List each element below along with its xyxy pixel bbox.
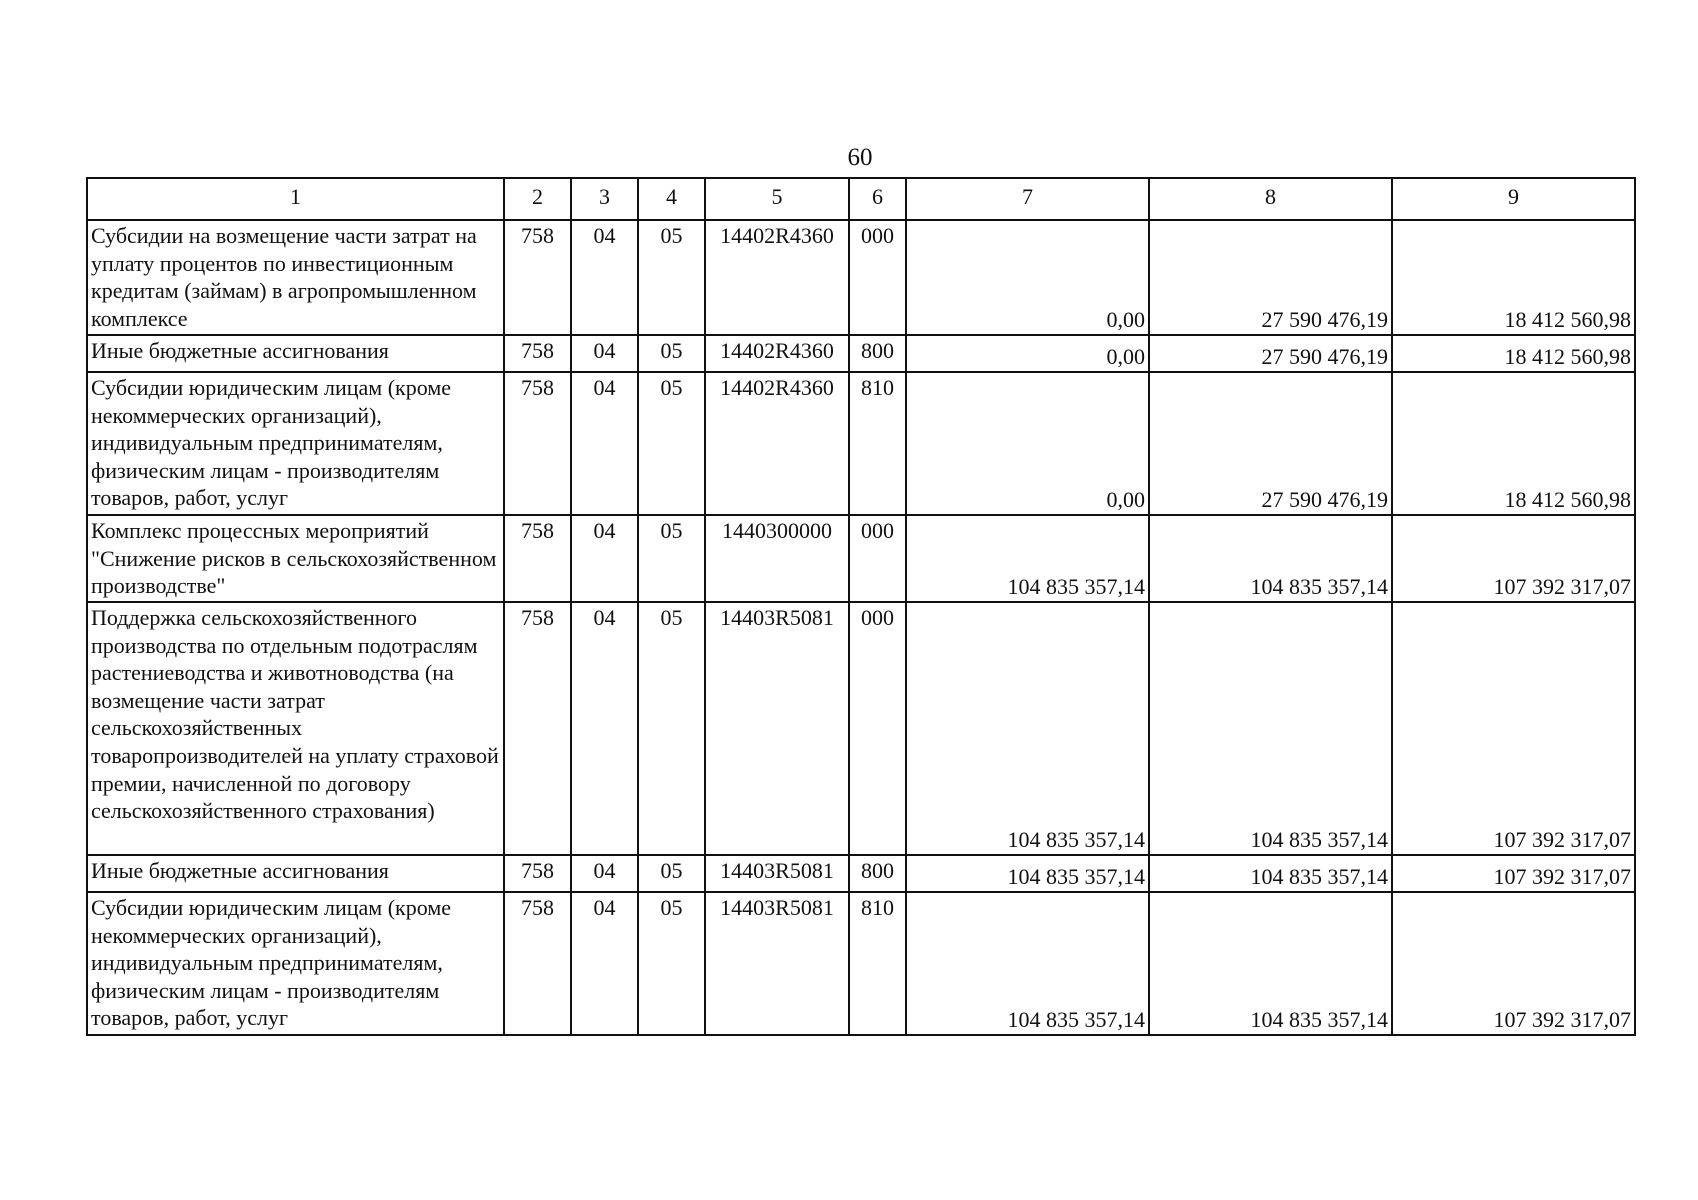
- column-header: 3: [571, 178, 638, 220]
- column-header: 4: [638, 178, 705, 220]
- table-row: [87, 515, 1635, 602]
- subsection-code: 05: [638, 372, 705, 515]
- target-item-code: 14402R4360: [705, 372, 849, 515]
- row-name: Субсидии на возмещение части затрат на уплату процентов по инвестиционным кредитам (займам) в агропромышленном комплексе: [87, 220, 504, 335]
- amount-col-7: 0,00: [906, 335, 1149, 372]
- section-code: 04: [571, 855, 638, 892]
- target-item-code: 14403R5081: [705, 855, 849, 892]
- row-name: Комплекс процессных мероприятий "Снижение рисков в сельскохозяйственном производстве": [87, 515, 504, 602]
- expense-type-code: 810: [849, 372, 906, 515]
- subsection-code: 05: [638, 855, 705, 892]
- amount-col-9: 107 392 317,07: [1392, 602, 1635, 855]
- budget-table: [86, 177, 1636, 1036]
- amount-col-8: 104 835 357,14: [1149, 602, 1392, 855]
- target-item-code: 1440300000: [705, 515, 849, 602]
- ministry-code: 758: [504, 855, 571, 892]
- ministry-code: 758: [504, 892, 571, 1035]
- amount-col-7: 104 835 357,14: [906, 855, 1149, 892]
- amount-col-7: 104 835 357,14: [906, 892, 1149, 1035]
- amount-col-8: 104 835 357,14: [1149, 855, 1392, 892]
- expense-type-code: 800: [849, 855, 906, 892]
- row-name: Субсидии юридическим лицам (кроме некоммерческих организаций), индивидуальным предпринимателям, физическим лицам - производителям товаров, работ, услуг: [87, 892, 504, 1035]
- amount-col-8: 27 590 476,19: [1149, 335, 1392, 372]
- expense-type-code: 800: [849, 335, 906, 372]
- row-name: Иные бюджетные ассигнования: [87, 855, 504, 892]
- amount-col-8: 27 590 476,19: [1149, 372, 1392, 515]
- amount-col-7: 0,00: [906, 372, 1149, 515]
- section-code: 04: [571, 892, 638, 1035]
- amount-col-7: 104 835 357,14: [906, 602, 1149, 855]
- amount-col-7: 104 835 357,14: [906, 515, 1149, 602]
- table-row: [87, 220, 1635, 335]
- column-header: 6: [849, 178, 906, 220]
- section-code: 04: [571, 602, 638, 855]
- ministry-code: 758: [504, 372, 571, 515]
- expense-type-code: 000: [849, 602, 906, 855]
- section-code: 04: [571, 372, 638, 515]
- row-name: Субсидии юридическим лицам (кроме некоммерческих организаций), индивидуальным предпринимателям, физическим лицам - производителям товаров, работ, услуг: [87, 372, 504, 515]
- column-header: 1: [87, 178, 504, 220]
- column-header: 7: [906, 178, 1149, 220]
- table-row: [87, 335, 1635, 372]
- target-item-code: 14403R5081: [705, 892, 849, 1035]
- table-row: [87, 892, 1635, 1035]
- amount-col-9: 107 392 317,07: [1392, 892, 1635, 1035]
- target-item-code: 14402R4360: [705, 220, 849, 335]
- header-row: [87, 178, 1635, 220]
- expense-type-code: 000: [849, 515, 906, 602]
- expense-type-code: 810: [849, 892, 906, 1035]
- amount-col-9: 18 412 560,98: [1392, 372, 1635, 515]
- amount-col-9: 18 412 560,98: [1392, 335, 1635, 372]
- column-header: 2: [504, 178, 571, 220]
- table-row: [87, 372, 1635, 515]
- ministry-code: 758: [504, 335, 571, 372]
- amount-col-9: 107 392 317,07: [1392, 515, 1635, 602]
- amount-col-8: 27 590 476,19: [1149, 220, 1392, 335]
- amount-col-8: 104 835 357,14: [1149, 515, 1392, 602]
- subsection-code: 05: [638, 335, 705, 372]
- target-item-code: 14402R4360: [705, 335, 849, 372]
- row-name: Поддержка сельскохозяйственного производства по отдельным подотраслям растениеводства и животноводства (на возмещение части затрат сельскохозяйственных товаропроизводителей на уплату страховой премии, начисленной по договору сельскохозяйственного страхования): [87, 602, 504, 855]
- expense-type-code: 000: [849, 220, 906, 335]
- target-item-code: 14403R5081: [705, 602, 849, 855]
- table-row: [87, 602, 1635, 855]
- amount-col-9: 18 412 560,98: [1392, 220, 1635, 335]
- section-code: 04: [571, 515, 638, 602]
- amount-col-9: 107 392 317,07: [1392, 855, 1635, 892]
- ministry-code: 758: [504, 602, 571, 855]
- subsection-code: 05: [638, 602, 705, 855]
- ministry-code: 758: [504, 515, 571, 602]
- ministry-code: 758: [504, 220, 571, 335]
- amount-col-7: 0,00: [906, 220, 1149, 335]
- column-header: 5: [705, 178, 849, 220]
- page-number: 60: [847, 144, 873, 171]
- subsection-code: 05: [638, 515, 705, 602]
- column-header: 8: [1149, 178, 1392, 220]
- row-name: Иные бюджетные ассигнования: [87, 335, 504, 372]
- section-code: 04: [571, 335, 638, 372]
- subsection-code: 05: [638, 892, 705, 1035]
- table-row: [87, 855, 1635, 892]
- subsection-code: 05: [638, 220, 705, 335]
- column-header: 9: [1392, 178, 1635, 220]
- amount-col-8: 104 835 357,14: [1149, 892, 1392, 1035]
- section-code: 04: [571, 220, 638, 335]
